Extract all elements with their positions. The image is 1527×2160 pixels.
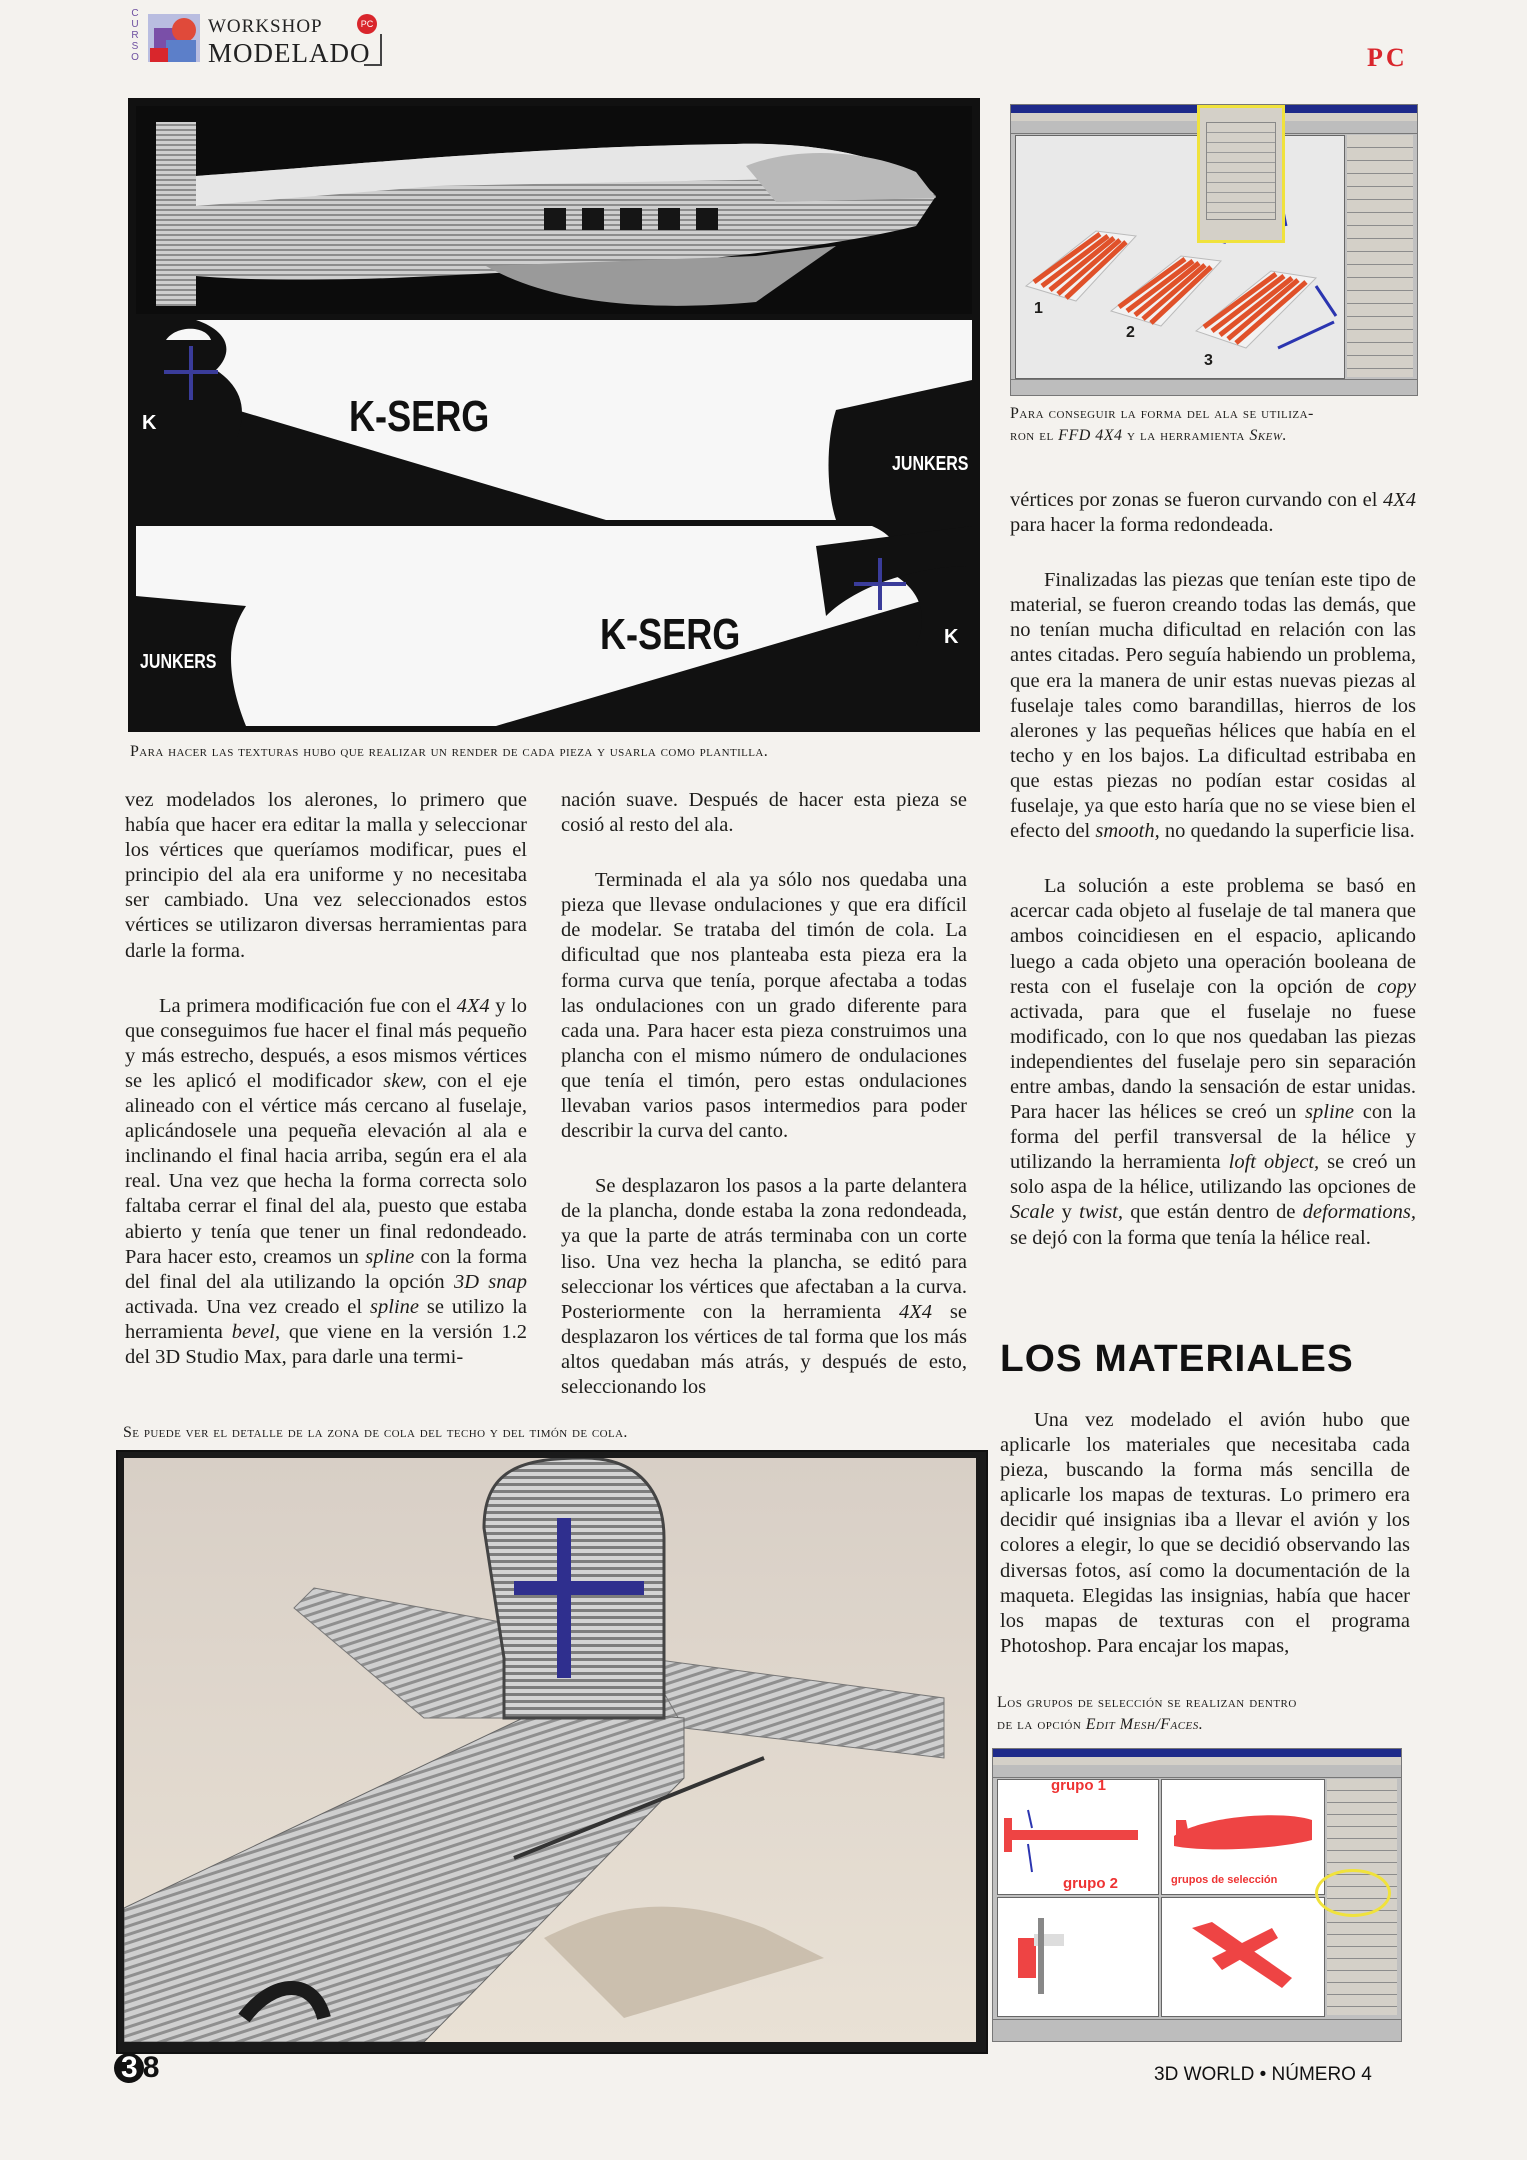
column-3: [1010, 488, 1416, 1281]
wing-piece-3: [1196, 271, 1316, 348]
curso-vertical-label: CURSO: [131, 8, 139, 63]
magazine-footer: 3D WORLD • NÚMERO 4: [1154, 2064, 1372, 2085]
col3-paragraph-2: La solución a este problema se basó en acercar cada objeto al fuselaje de tal manera que ambos coincidiesen en el espacio, aplicando luego a cada objeto una operación booleana de resta con el fuselaje con la opción de copy activada, para que el fuselaje no fuese modificado, con lo que nos quedaban las piezas independientes del fuselaje pero sin separación entre ambas, dando la sensación de estar unidas. Para hacer las hélices se creó un spline con la forma del perfil transversal de la hélice y utilizando la herramienta loft object, se creó un solo aspa de la hélice, utilizando las opciones de Scale y twist, que están dentro de deformations, se dejó con la forma que tenía la hélice real.: [1010, 875, 1416, 1249]
col3-paragraph-3: Una vez modelado el avión hubo que aplicarle los materiales que necesitaba cada pieza, buscando la forma más sencilla de aplicarle los mapas de texturas. Lo primero era decidir qué insignias iba a llevar el avión y los colores a elegir, lo que se decidió observando las diversas fotos, así como la documentación de la maqueta. Elegidas las insignias, había que hacer los mapas de texturas con el programa Photoshop. Para encajar los mapas,: [1000, 1409, 1410, 1657]
ffd-screenshot: [1010, 104, 1418, 396]
groups-screenshot: [992, 1748, 1402, 2042]
ffd-viewport: [1015, 135, 1345, 379]
workshop-logo-icon: [144, 8, 204, 66]
ffd-caption-text-b: FFD 4X4: [1058, 427, 1123, 444]
viewport-bottom-left: [997, 1897, 1159, 2017]
groups-caption: [997, 1692, 1417, 1736]
groups-menubar: [993, 1757, 1401, 1765]
tail-render-figure: [116, 1450, 988, 2054]
k-label-lower: K: [944, 626, 959, 648]
col3-paragraph-1: Finalizadas las piezas que tenían este tipo de material, se fueron creando todas las demás, que no tenían mucha dificultad en relación con las antes citadas. Pero seguía habiendo un problema, que era la manera de unir estas nuevas piezas al fuselaje tales como barandillas, hierros de los alerones y las pequeñas hélices que había en el techo y en los bajos. La dificultad estribaba en que estas piezas no podían estar cosidas al fuselaje, ya que esto haría que no se viese bien el efecto del smooth, no quedando la superficie lisa.: [1010, 569, 1416, 843]
logo-bracket: [364, 34, 382, 66]
ffd-label-2: 2: [1126, 324, 1135, 341]
ffd-caption: [1010, 403, 1416, 447]
groups-caption-line1: Los grupos de selección se realizan dentro: [997, 1694, 1297, 1711]
header-logo: [130, 6, 392, 68]
wing-piece-2: [1111, 256, 1221, 326]
texture-panel-upper: [136, 320, 972, 520]
ffd-caption-text-c: y la herramienta: [1122, 427, 1250, 444]
ffd-highlight-dialog: [1197, 105, 1285, 243]
ffd-caption-line1: Para conseguir la forma del ala se utiliza-: [1010, 405, 1314, 422]
kserg-label-upper: K-SERG: [349, 392, 490, 441]
workshop-title: WORKSHOP: [208, 16, 323, 37]
texture-figure-caption: Para hacer las texturas hubo que realizar un render de cada pieza y usarla como plantilla.: [130, 743, 769, 760]
k-label-upper: K: [142, 412, 157, 434]
col1-paragraph-1: vez modelados los alerones, lo primero que había que hacer era editar la malla y seleccionar los vértices que queríamos modificar, pues el principio del ala era uniforme y no necesitaba ser cambiado. Una vez seleccionados estos vértices se utilizaron diversas herramientas para darle la forma.: [125, 789, 527, 962]
ffd-statusbar: [1011, 379, 1417, 396]
col1-paragraph-2: La primera modificación fue con el 4X4 y lo que conseguimos fue hacer el final más pequeño y más estrecho, después, a esos mismos vértices se les aplicó el modificador skew, con el eje alineado con el vértice más cercano al fuselaje, aplicándosele una pequeña elevación al ala e inclinando el final hacia arriba, según era el ala real. Una vez que hecha la forma correcta solo faltaba cerrar el final del ala, puesto que estaba abierto y tenía que tener un final redondeado. Para hacer esto, creamos un spline con la forma del final del ala utilizando la opción 3D snap activada. Una vez creado el spline se utilizo la herramienta bevel, que viene en la versión 1.2 del 3D Studio Max, para darle una termi-: [125, 994, 528, 1368]
selection-highlight-circle: [1315, 1869, 1391, 1917]
ffd-caption-line2: [1010, 425, 1416, 447]
section-heading: LOS MATERIALES: [1000, 1338, 1354, 1380]
fuselage-render: [136, 106, 972, 314]
groups-titlebar: [993, 1749, 1401, 1757]
texture-render-figure: [128, 98, 980, 732]
page-number: 3 8: [121, 2051, 160, 2084]
tail-render-image: [124, 1458, 976, 2042]
junkers-label-upper: JUNKERS: [892, 453, 969, 475]
column-3-materials: [1000, 1408, 1410, 1689]
tail-figure-caption: Se puede ver el detalle de la zona de cola del techo y del timón de cola.: [123, 1424, 628, 1441]
ffd-caption-text-a: ron el: [1010, 427, 1059, 444]
groups-statusbar: [993, 2019, 1401, 2042]
label-grupos-seleccion: grupos de selección: [1171, 1874, 1278, 1886]
groups-caption-text-a: de la opción: [997, 1716, 1086, 1733]
ffd-label-1: 1: [1034, 300, 1043, 317]
label-grupo-1: grupo 1: [1051, 1777, 1106, 1794]
ffd-label-3: 3: [1204, 352, 1213, 369]
col2-paragraph-2: Terminada el ala ya sólo nos quedaba una pieza que llevase ondulaciones y que era difícil de modelar. Se trataba del timón de cola. La dificultad que nos planteaba esta pieza era la forma curva que tenía, porque afectaba a todas las ondulaciones con un grado diferente para cada una. Para hacer esta pieza construimos una plancha con el mismo número de ondulaciones que tenía el timón, pero estas ondulaciones llevaban varios pasos intermedios para poder describir la curva del canto.: [561, 869, 967, 1143]
col2-paragraph-1: nación suave. Después de hacer esta pieza se cosió al resto del ala.: [561, 789, 967, 837]
viewport-bottom-right: [1161, 1897, 1325, 2017]
ffd-command-panel: [1347, 135, 1413, 377]
column-2: [561, 788, 967, 1430]
column-1: [125, 788, 527, 1400]
groups-caption-line2: [997, 1714, 1417, 1736]
label-grupo-2: grupo 2: [1063, 1875, 1118, 1892]
ffd-caption-text-d: Skew.: [1249, 427, 1288, 444]
texture-panel-lower: [136, 526, 972, 726]
groups-caption-text-b: Edit Mesh/Faces.: [1085, 1716, 1204, 1733]
modelado-title: MODELADO: [208, 38, 371, 68]
wing-piece-1: [1026, 231, 1136, 301]
section-tag: PC: [1367, 43, 1408, 72]
junkers-label-lower: JUNKERS: [140, 651, 217, 673]
kserg-label-lower: K-SERG: [600, 610, 741, 659]
col3-paragraph-0: vértices por zonas se fueron curvando con el 4X4 para hacer la forma redondeada.: [1010, 489, 1416, 537]
col2-paragraph-3: Se desplazaron los pasos a la parte delantera de la plancha, donde estaba la zona redondeada, ya que la parte de atrás terminaba con un corte liso. Una vez hecha la plancha, se editó para seleccionar los vértices que afectaban a la curva. Posteriormente con la herramienta 4X4 se desplazaron los vértices de tal forma que los más altos quedaban más atrás, y después de esto, seleccionando los: [561, 1175, 968, 1398]
pc-badge: PC: [357, 14, 377, 34]
